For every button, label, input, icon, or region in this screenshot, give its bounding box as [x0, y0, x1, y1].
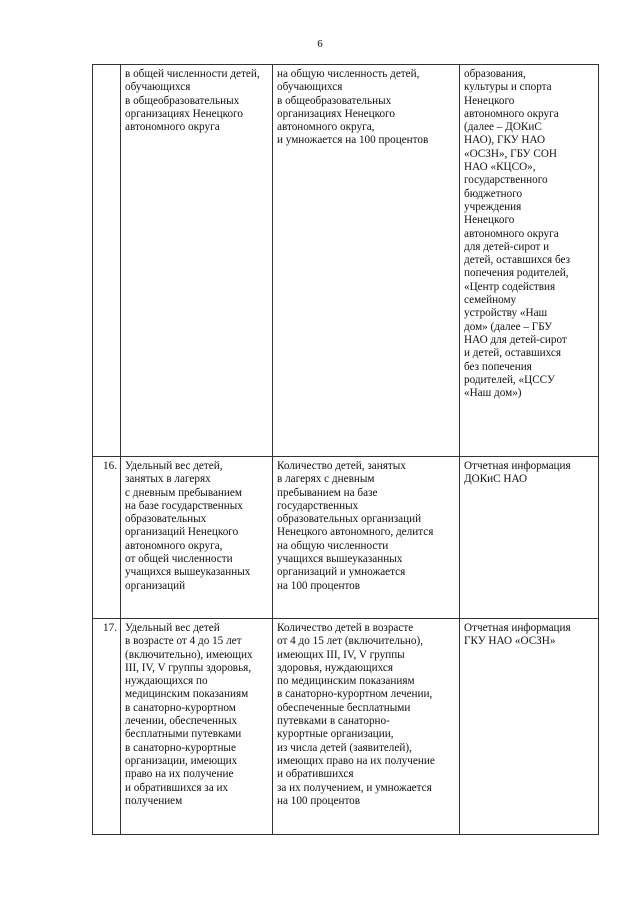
indicator-cell: [121, 457, 273, 619]
method-cell: [273, 457, 460, 619]
indicator-text: Удельный вес детей, занятых в лагерях с дневным пребыванием на базе государственных образовательных организаций Ненецкого автономного округа, от общей численности учащихся вышеуказанных организаций: [125, 460, 251, 592]
source-text: Отчетная информация ГКУ НАО «ОСЗН»: [464, 622, 571, 648]
table-row: [93, 619, 599, 835]
row-number: 17.: [103, 622, 117, 634]
source-cell: [460, 65, 599, 457]
page-number: 6: [317, 38, 323, 50]
source-text: образования, культуры и спорта Ненецкого автономного округа (далее – ДОКиС НАО), ГКУ НАО «ОСЗН», ГБУ СОН НАО «КЦСО», государственного бюджетного учреждения Ненецкого автономного округа для детей-сирот и детей, оставшихся без попечения родителей, «Центр содействия семейному устройству «Наш дом» (далее – ГБУ НАО для детей-сирот и детей, оставшихся без попечения родителей, «ЦССУ «Наш дом»): [464, 68, 571, 400]
method-cell: [273, 619, 460, 835]
method-text: Количество детей в возрасте от 4 до 15 лет (включительно), имеющих III, IV, V группы здоровья, нуждающихся по медицинским показаниям в санаторно-курортном лечении, обеспеченные бесплатными путевками в санаторно- курортные организации, из числа детей (заявителей), имеющих право на их получение и обратившихся за их получением, и умножается на 100 процентов: [277, 622, 435, 807]
method-cell: [273, 65, 460, 457]
method-text: на общую численность детей, обучающихся в общеобразовательных организациях Ненецкого автономного округа, и умножается на 100 процентов: [277, 68, 429, 147]
indicators-table: [92, 64, 599, 835]
indicator-text: в общей численности детей, обучающихся в общеобразовательных организациях Ненецкого автономного округа: [125, 68, 260, 134]
indicator-text: Удельный вес детей в возрасте от 4 до 15 лет (включительно), имеющих III, IV, V группы здоровья, нуждающихся по медицинским показаниям в санаторно-курортном лечении, обеспеченных бесплатными путевками в санаторно-курортные организации, имеющих право на их получение и обратившихся за их получением: [125, 622, 253, 807]
indicator-cell: [121, 619, 273, 835]
row-number-cell: [93, 619, 121, 835]
row-number-cell: [93, 65, 121, 457]
source-cell: [460, 619, 599, 835]
indicator-cell: [121, 65, 273, 457]
table-row: [93, 65, 599, 457]
source-text: Отчетная информация ДОКиС НАО: [464, 460, 571, 486]
row-number: 16.: [103, 460, 117, 472]
row-number-cell: [93, 457, 121, 619]
table-row: [93, 457, 599, 619]
method-text: Количество детей, занятых в лагерях с дневным пребыванием на базе государственных образовательных организаций Ненецкого автономного, делится на общую численности учащихся вышеуказанных организаций и умножается на 100 процентов: [277, 460, 434, 592]
source-cell: [460, 457, 599, 619]
